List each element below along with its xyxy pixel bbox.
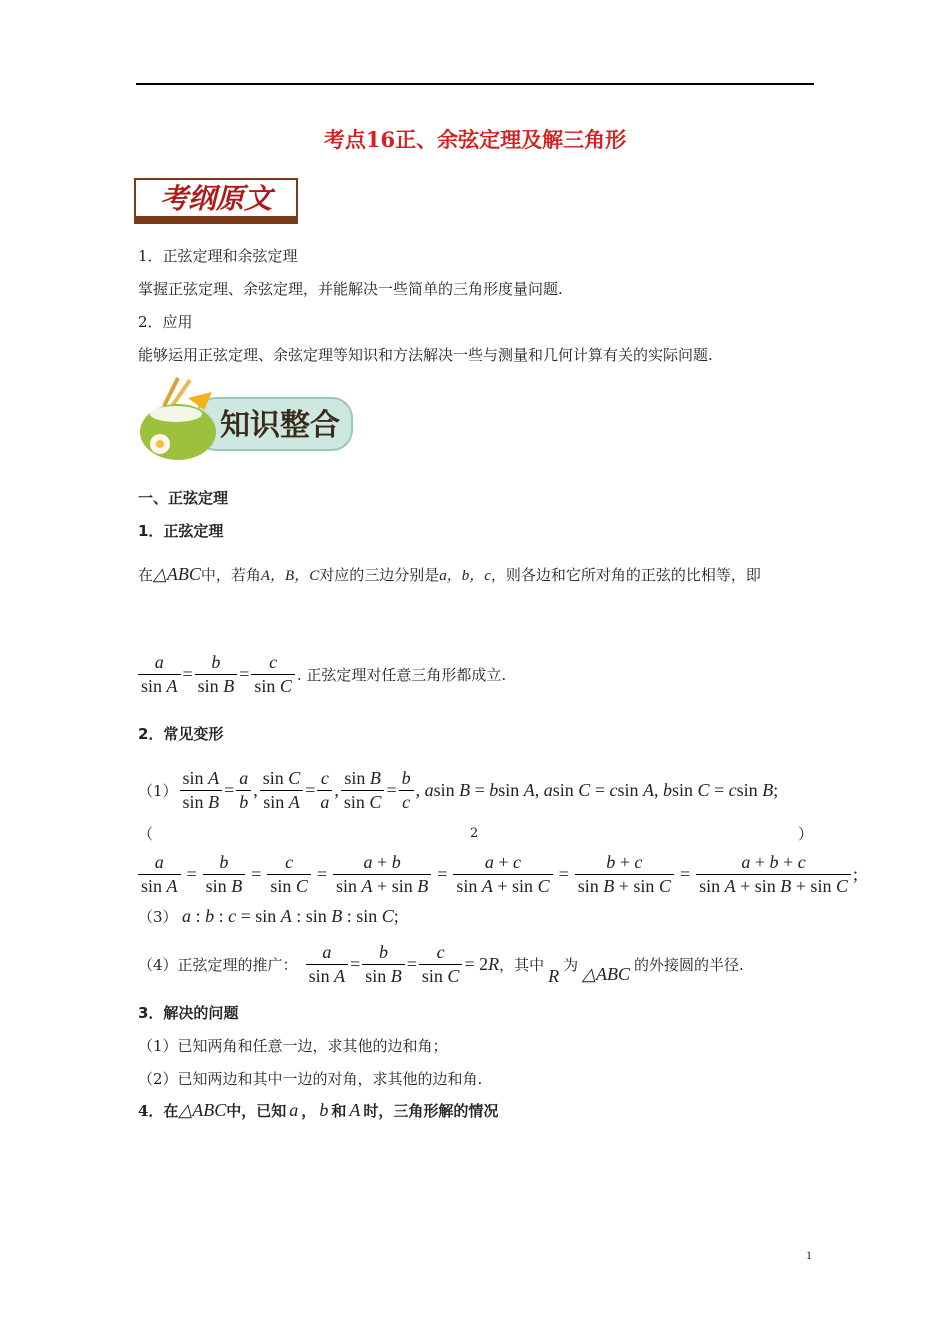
variant-1: （1） $\frac{\text{sin A}}{\text{sin B}}$ = $\frac{a}{b}$ , $\frac{\text{sin C}}{\text{sin A}}$ = $\frac{c}{a}$ , $\frac{\text{sin B}}{\text{sin C}}$ = $\frac{b}{c}$ , asin B = bsin A, asin C = csin A, bsin C = csin B;: [138, 768, 779, 812]
variant-4: （4） 正弦定理的推广： $\frac{a}{\text{sin A}}$ = $\frac{b}{\text{sin B}}$ = $\frac{c}{\text{sin C}}$ = 2R ，其中 R 为 △ABC 的外接圆的半径.: [138, 942, 744, 986]
knowledge-banner: [138, 376, 354, 462]
syllabus-item1-text: 掌握正弦定理、余弦定理，并能解决一些简单的三角形度量问题.: [138, 280, 563, 298]
sub1-statement: 在 △ABC 中，若角 A，B，C 对应的三边分别是 a，b，c ，则各边和它所对角的正弦的比相等，即: [138, 564, 761, 584]
section1-heading: 一、正弦定理: [138, 489, 229, 507]
syllabus-item2-heading: 2．应用: [138, 313, 193, 331]
header-rule: [136, 83, 814, 85]
knowledge-banner-text: 知识整合: [220, 408, 340, 443]
page-title: 考点16正、余弦定理及解三角形: [323, 127, 627, 152]
syllabus-item2-text: 能够运用正弦定理、余弦定理等知识和方法解决一些与测量和几何计算有关的实际问题.: [138, 346, 713, 364]
triangle-abc: △ABC: [153, 564, 201, 584]
syllabus-item1-heading: 1．正弦定理和余弦定理: [138, 247, 298, 265]
variant-3: （3） a : b : c = sin A : sin B : sin C;: [138, 906, 399, 926]
law-of-sines-formula: $\frac{a}{\text{sin A}}$ = $\frac{b}{\text{sin B}}$ = $\frac{c}{\text{sin C}}$ . 正弦定理对任意三角形都成立.: [136, 652, 506, 697]
variant-2: $\frac{a}{\text{sin A}}$ = $\frac{b}{\text{sin B}}$ = $\frac{c}{\text{sin C}}$ = $\frac{a + b}{\text{sin A + sin B}}$ = $\frac{a + c}{\text{sin A + sin C}}$ = $\frac{b + c}{\text{sin B + sin C}}$ = $\frac{a + b + c}{\text{sin A + sin B + sin C}}$ ;: [136, 852, 858, 897]
sub3-item1: （1）已知两角和任意一边，求其他的边和角；: [138, 1037, 448, 1055]
sub4-heading: 4．在 △ABC 中，已知 a ， b 和 A 时，三角形解的情况: [138, 1100, 499, 1120]
variant-2-open: （: [138, 825, 154, 843]
variant-2-number: 2: [470, 826, 479, 841]
page-number: 1: [806, 1248, 812, 1262]
syllabus-banner-text: 考纲原文: [159, 182, 273, 215]
sub2-heading: 2．常见变形: [138, 725, 224, 743]
sub3-heading: 3．解决的问题: [138, 1004, 239, 1022]
sub1-heading: 1．正弦定理: [138, 522, 224, 540]
syllabus-banner: [134, 172, 298, 226]
variant-2-close: ）: [798, 825, 814, 843]
sub3-item2: （2）已知两边和其中一边的对角，求其他的边和角.: [138, 1070, 483, 1088]
